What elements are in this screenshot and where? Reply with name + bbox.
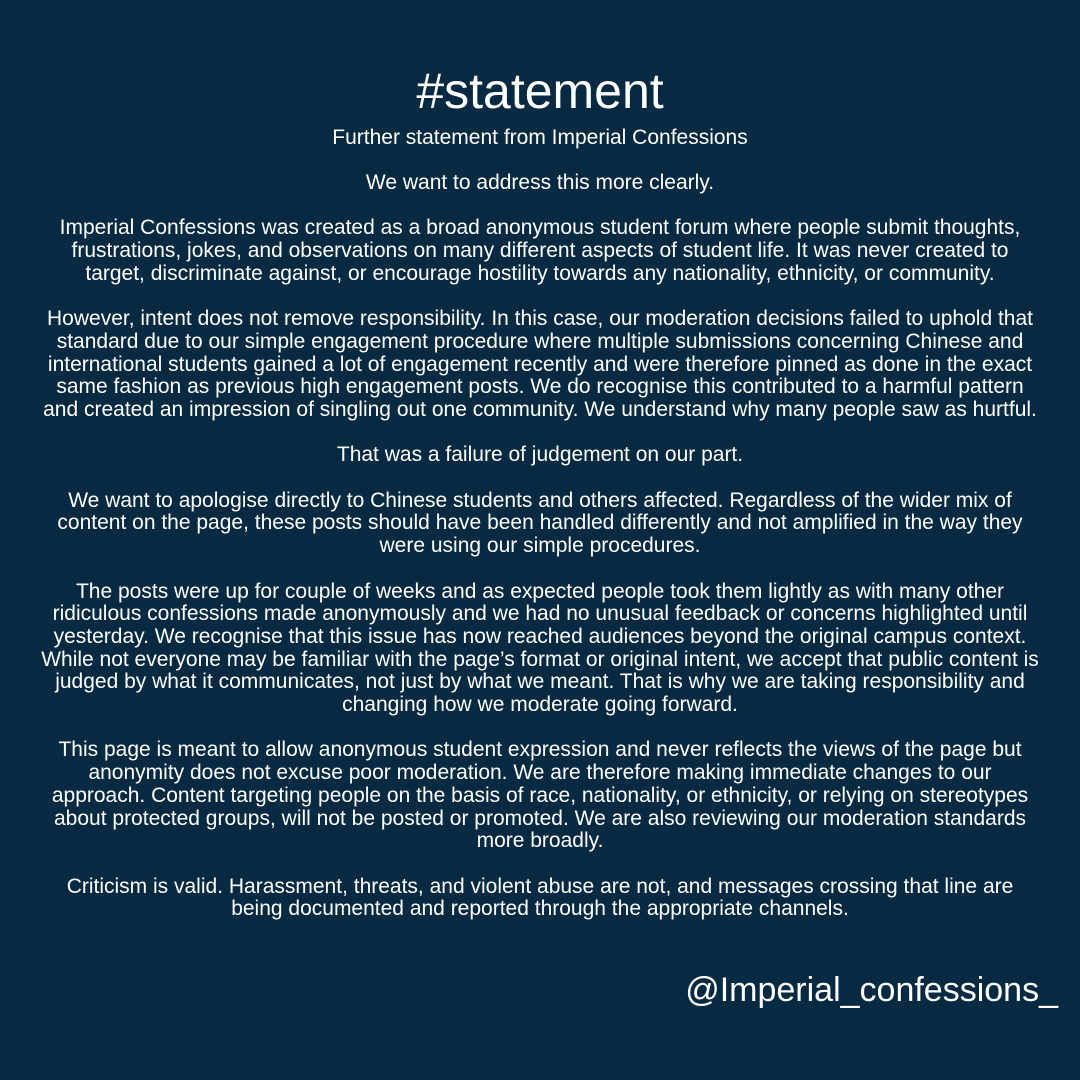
post-subtitle: Further statement from Imperial Confessions — [332, 126, 748, 149]
paragraph-moderation-changes: This page is meant to allow anonymous student expression and never reflects the views of the page but anonymity does not excuse poor moderation. We are therefore making immediate changes to our approach. Content targeting people on the basis of race, nationality, or ethnicity, or relying on stereotypes about protected groups, will not be posted or promoted. We are also reviewing our moderation standards more broadly. — [51, 738, 1029, 853]
paragraph-context: The posts were up for couple of weeks and as expected people took them lightly as with many other ridiculous confessions made anonymously and we had no unusual feedback or concerns highlighted until yesterday. We recognise that this issue has now reached audiences beyond the original campus context. While not everyone may be familiar with the page’s format or original intent, we accept that public content is judged by what it communicates, not just by what we meant. That is why we are taking responsibility and changing how we moderate going forward. — [41, 579, 1039, 717]
paragraph-forum-purpose: Imperial Confessions was created as a broad anonymous student forum where people submit thoughts, frustrations, jokes, and observations on many different aspects of student life. It was never created to target, discriminate against, or encourage hostility towards any nationality, ethnicity, or community. — [59, 216, 1021, 285]
paragraph-apology: We want to apologise directly to Chinese students and others affected. Regardless of the wider mix of content on the page, these posts should have been handled differently and not amplified in the way they were using our simple procedures. — [57, 488, 1023, 558]
statement-body — [40, 172, 1040, 944]
paragraph-address-clearly: We want to address this more clearly. — [365, 171, 715, 194]
post-hashtag-title: #statement — [416, 63, 664, 119]
paragraph-criticism: Criticism is valid. Harassment, threats, and violent abuse are not, and messages crossing that line are being documented and reported through the appropriate channels. — [66, 874, 1014, 921]
paragraph-failure-of-judgement: That was a failure of judgement on our part. — [336, 443, 744, 467]
paragraph-responsibility: However, intent does not remove responsibility. In this case, our moderation decisions failed to uphold that standard due to our simple engagement procedure where multiple submissions concerning Chinese and international students gained a lot of engagement recently and were therefore pinned as done in the exact same fashion as previous high engagement posts. We do recognise this contributed to a harmful pattern and created an impression of singling out one community. We understand why many people saw as hurtful. — [43, 307, 1037, 421]
account-handle: @Imperial_confessions_ — [685, 971, 1058, 1009]
